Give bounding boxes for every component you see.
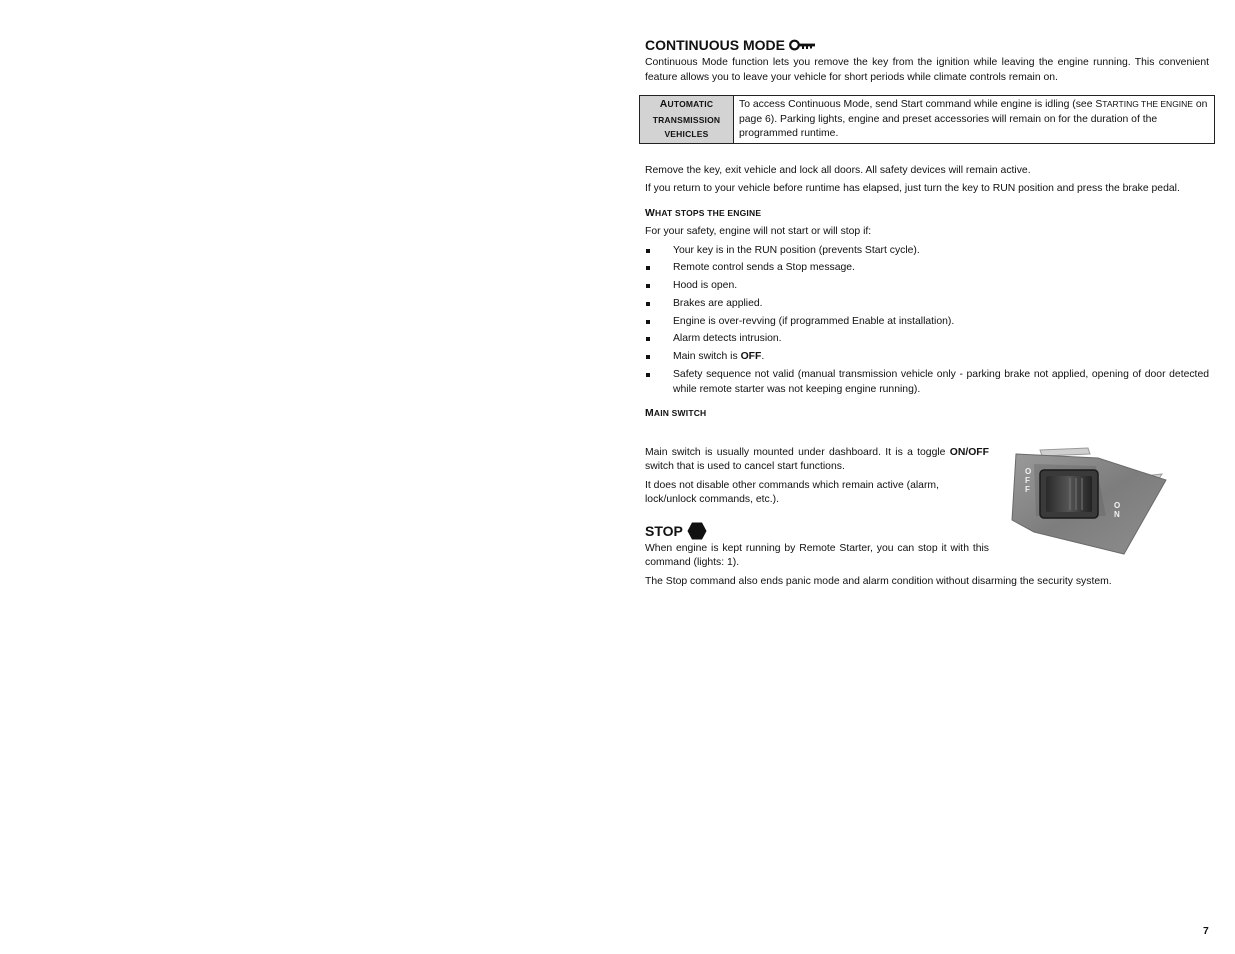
list-item: Remote control sends a Stop message. bbox=[645, 261, 1209, 276]
main-switch-heading: MAIN SWITCH bbox=[645, 408, 707, 420]
main-switch-paragraph-2: It does not disable other commands which remain active (alarm, lock/unlock commands, etc.). bbox=[645, 479, 939, 506]
list-item: Alarm detects intrusion. bbox=[645, 332, 1209, 347]
list-item: Safety sequence not valid (manual transmission vehicle only - parking brake not applied, opening of door detected while remote starter was not keeping engine running). bbox=[645, 368, 1209, 397]
automatic-transmission-note bbox=[639, 95, 1215, 144]
main-switch-paragraph-1: Main switch is usually mounted under dashboard. It is a toggle ON/OFF switch that is used to cancel start functions. bbox=[645, 446, 989, 473]
page-number: 7 bbox=[1203, 926, 1209, 937]
list-item: Engine is over-revving (if programmed Enable at installation). bbox=[645, 315, 1209, 330]
continuous-mode-title: CONTINUOUS MODE bbox=[645, 37, 785, 53]
return-paragraph: If you return to your vehicle before runtime has elapsed, just turn the key to RUN position and press the brake pedal. bbox=[645, 183, 1180, 194]
main-switch-image bbox=[1008, 446, 1170, 561]
list-item: Your key is in the RUN position (prevents Start cycle). bbox=[645, 244, 1209, 259]
stop-hexagon-icon bbox=[687, 522, 707, 540]
what-stops-intro: For your safety, engine will not start or will stop if: bbox=[645, 226, 872, 237]
stop-title: STOP bbox=[645, 522, 683, 539]
note-text: To access Continuous Mode, send Start command while engine is idling (see STARTING THE ENGINE on page 6). Parking lights, engine and preset accessories will remain on for the duration of the programmed runtime. bbox=[739, 99, 1208, 139]
continuous-mode-heading bbox=[645, 36, 1209, 54]
key-icon bbox=[789, 39, 817, 51]
what-stops-heading: WHAT STOPS THE ENGINE bbox=[645, 207, 762, 219]
remove-key-paragraph: Remove the key, exit vehicle and lock all doors. All safety devices will remain active. bbox=[645, 164, 1031, 176]
list-item: Main switch is OFF. bbox=[645, 350, 1209, 365]
on-label: O N bbox=[1114, 501, 1121, 519]
list-item: Brakes are applied. bbox=[645, 297, 1209, 312]
note-label: AUTOMATIC TRANSMISSION VEHICLES bbox=[640, 96, 734, 143]
continuous-mode-intro: Continuous Mode function lets you remove the key from the ignition while leaving the engine running. This convenient feature allows you to leave your vehicle for short periods while climate controls remain on. bbox=[645, 57, 1209, 83]
off-label: O F F bbox=[1025, 467, 1032, 494]
stop-paragraph-1: When engine is kept running by Remote Starter, you can stop it with this command (lights: 1). bbox=[645, 542, 989, 569]
stop-paragraph-2: The Stop command also ends panic mode and alarm condition without disarming the security system. bbox=[645, 575, 1112, 587]
stop-conditions-list bbox=[645, 244, 1209, 398]
list-item: Hood is open. bbox=[645, 279, 1209, 294]
